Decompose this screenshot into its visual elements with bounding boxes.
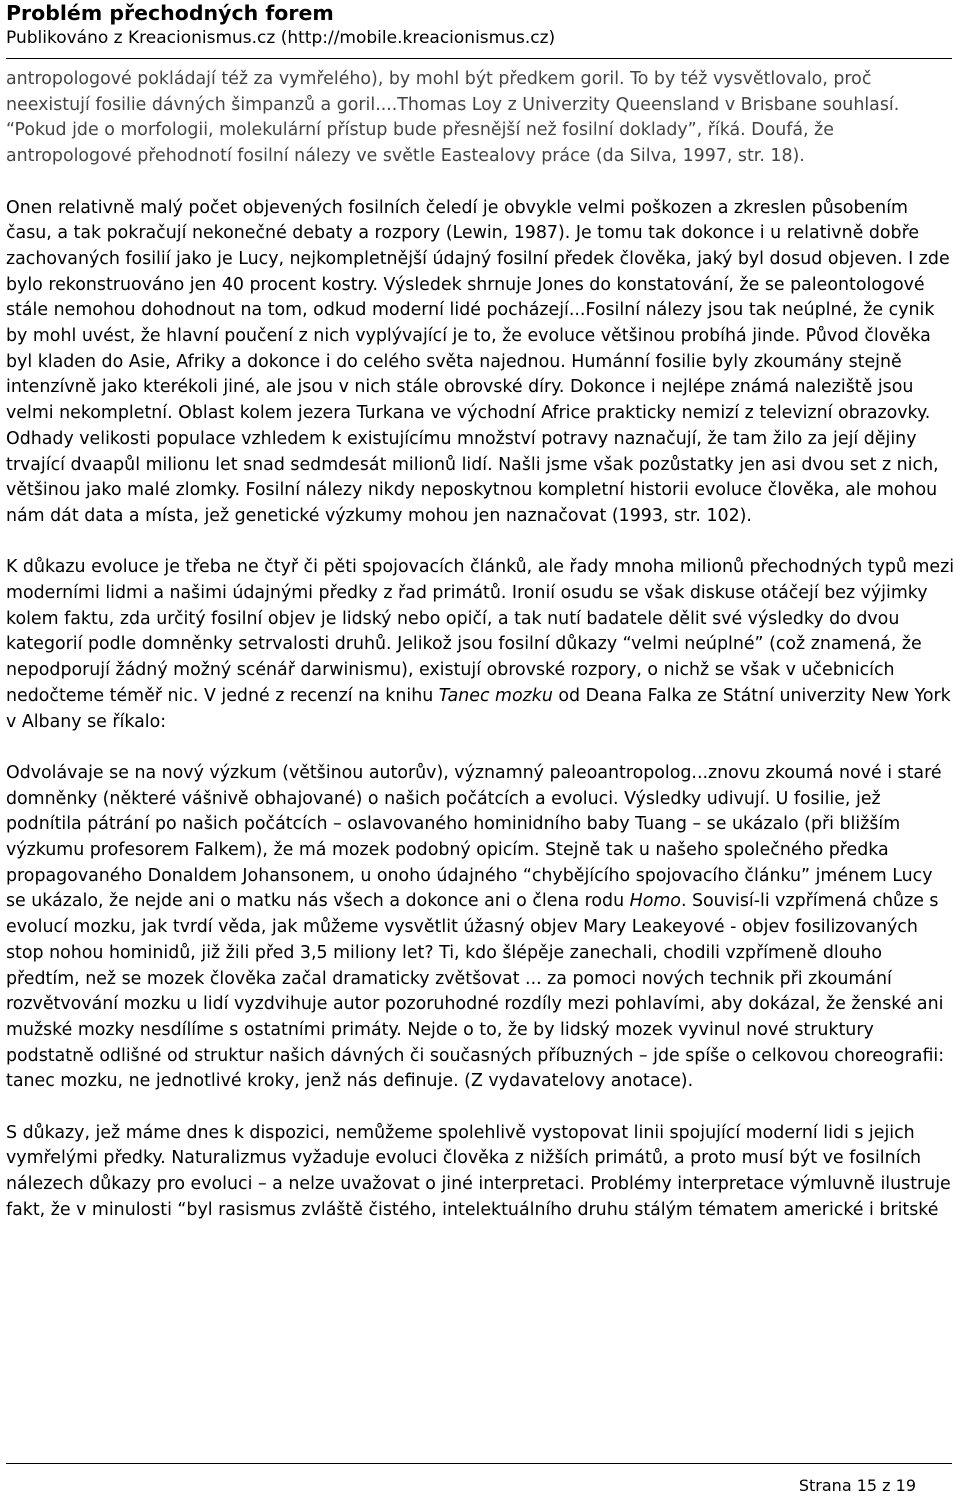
header-divider xyxy=(6,58,952,59)
document-header xyxy=(6,0,956,50)
paragraph-text: Onen relativně malý počet objevených fosilních čeledí je obvykle velmi poškozen a zkreslen působením času, a tak pokračují nekonečné debaty a rozpory (Lewin, 1987). Je tomu tak dokonce i u relativně dobře zachovaných fosilií jako je Lucy, nejkompletnější údajný fosilní předek člověka, jaký byl dosud objeven. I zde bylo rekonstruováno jen 40 procent kostry. Výsledek shrnuje Jones do konstatování, že se paleontologové stále nemohou dohodnout na tom, odkud moderní lidé pocházejí...Fosilní nálezy jsou tak neúplné, že cynik by mohl uvést, že hlavní poučení z nich vyplývající je to, že evoluce většinou probíhá jinde. Původ člověka byl kladen do Asie, Afriky a dokonce i do celého světa najednou. Humánní fosilie byly zkoumány stejně intenzívně jako kterékoli jiné, ale jsou v nich stále obrovské díry. Dokonce i nejlépe známá naleziště jsou velmi nekompletní. Oblast kolem jezera Turkana ve východní Africe prakticky nemizí z televizní obrazovky. Odhady velikosti populace vzhledem k existujícímu množství potravy naznačují, že tam žilo za její dějiny trvající dvaapůl milionu let snad sedmdesát milionů lidí. Našli jsme však pozůstatky jen asi dvou set z nich, většinou jako malé zlomky. Fosilní nálezy nikdy neposkytnou kompletní historii evoluce člověka, ale mohou nám dát data a místa, jež genetické výzkumy mohou jen naznačovat (1993, str. 102). xyxy=(6,197,950,526)
page-number: Strana 15 z 19 xyxy=(798,1476,916,1495)
paragraph-text: Odvolávaje se na nový výzkum (většinou autorův), významný paleoantropolog...znovu zkoumá nové i staré domněnky (některé vášnivě obhajované) o našich počátcích a evoluci. Výsledky udivují. U fosilie, jež podnítila pátrání po našich počátcích – oslavovaného hominidního baby Tuang – se ukázalo (při bližším výzkumu profesorem Falkem), že má mozek podobný opicím. Stejně tak u našeho společného předka propagovaného Donaldem Johansonem, u onoho údajného “chybějícího spojovacího článku” jménem Lucy se ukázalo, že nejde ani o matku nás všech a dokonce ani o člena rodu xyxy=(6,762,942,912)
paragraph-text: antropologové pokládají též za vymřelého), by mohl být předkem goril. To by též vysvětlovalo, proč neexistují fosilie dávných šimpanzů a goril....Thomas Loy z Univerzity Queensland v Brisbane souhlasí. “Pokud jde o morfologii, molekulární přístup bude přesnější než fosilní doklady”, říká. Doufá, že antropologové přehodnotí fosilní nálezy ve světle Eastealovy práce (da Silva, 1997, str. 18). xyxy=(6,69,900,167)
footer-divider xyxy=(6,1463,952,1464)
paragraph xyxy=(6,1121,956,1224)
paragraph-text: K důkazu evoluce je třeba ne čtyř či pěti spojovacích článků, ale řady mnoha milionů přechodných typů mezi moderními lidmi a našimi údajnými předky z řad primátů. Ironií osudu se však diskuse otáčejí bez výjimky kolem faktu, zda určitý fosilní objev je lidský nebo opičí, a tak nutí badatele dělit své výsledky do dvou kategorií podle domněnky setrvalosti druhů. Jelikož jsou fosilní důkazy “velmi neúplné” (což znamená, že nepodporují žádný možný scénář darwinismu), existují obrovské rozpory, o nichž se však v učebnicích nedočteme téměř nic. V jedné z recenzí na knihu xyxy=(6,557,955,706)
document-title: Problém přechodných forem xyxy=(6,1,334,25)
paragraph xyxy=(6,555,956,735)
genus-name: Homo xyxy=(629,891,681,912)
paragraph xyxy=(6,67,956,170)
book-title: Tanec mozku xyxy=(438,685,553,706)
quoted-paragraph xyxy=(6,761,956,1095)
paragraph-text: . Souvisí-li vzpřímená chůze s evolucí mozku, jak tvrdí věda, jak můžeme vysvětlit úžasný objev Mary Leakeyové - objev fosilizovaných stop nohou hominidů, již žili před 3,5 miliony let? Ti, kdo šlépěje zanechali, chodili vzpřímeně dlouho předtím, než se mozek člověka začal dramaticky zvětšovat ... za pomoci nových technik při zkoumání rozvětvování mozku u lidí vyzdvihuje autor pozoruhodné rozdíly mezi pohlavími, aby dokázal, že ženské ani mužské mozky nesdílíme s ostatními primáty. Nejde o to, že by lidský mozek vyvinul nové struktury podstatně odlišné od struktur našich dávných či současných příbuzných – jde spíše o celkovou choreografii: tanec mozku, ne jednotlivé kroky, jenž nás definuje. (Z vydavatelovy anotace). xyxy=(6,891,945,1092)
document-source: Publikováno z Kreacionismus.cz (http://mobile.kreacionismus.cz) xyxy=(6,28,556,48)
paragraph xyxy=(6,196,956,530)
paragraph-text: S důkazy, jež máme dnes k dispozici, nemůžeme spolehlivě vystopovat linii spojující moderní lidi s jejich vymřelými předky. Naturalizmus vyžaduje evoluci člověka z nižších primátů, a proto musí být ve fosilních nálezech důkazy pro evoluci – a nelze uvažovat o jiné interpretaci. Problémy interpretace výmluvně ilustruje fakt, že v minulosti “byl rasismus zvláště čistého, intelektuálního druhu stálým tématem americké i britské xyxy=(6,1122,951,1220)
document-body xyxy=(6,67,956,1224)
paragraph-text: od Deana Falka ze Státní univerzity New York v Albany se říkalo: xyxy=(6,685,951,732)
